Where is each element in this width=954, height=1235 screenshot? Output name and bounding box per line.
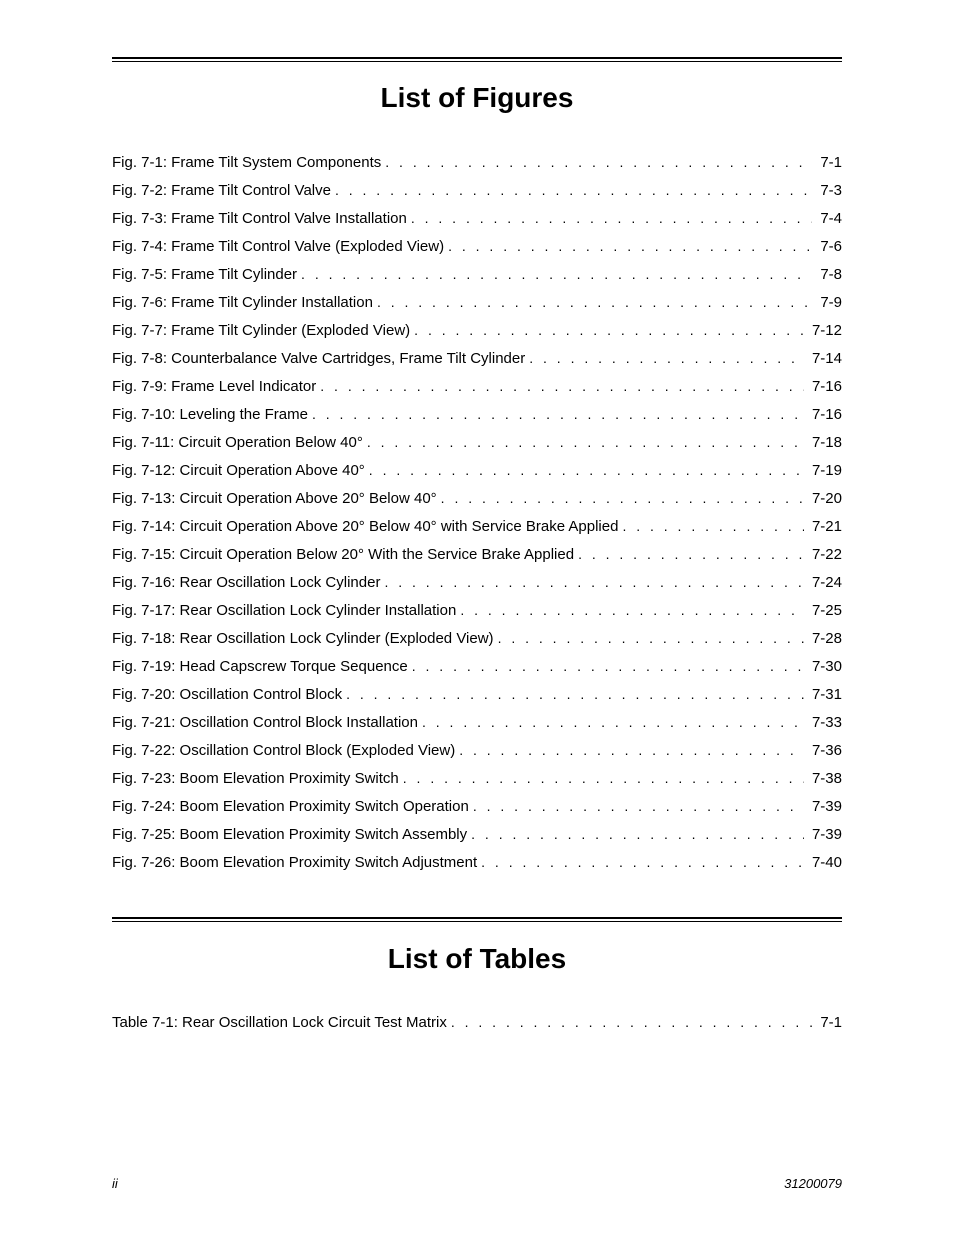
toc-entry-label: Table 7-1: Rear Oscillation Lock Circuit Test Matrix — [112, 1014, 447, 1031]
toc-entry-label: Fig. 7-4: Frame Tilt Control Valve (Exploded View) — [112, 238, 445, 255]
toc-entry-label: Fig. 7-22: Oscillation Control Block (Exploded View) — [112, 742, 456, 759]
toc-entry[interactable] — [112, 400, 842, 428]
toc-entry-label: Fig. 7-20: Oscillation Control Block — [112, 686, 343, 703]
toc-entry[interactable] — [112, 512, 842, 540]
toc-entry-label: Fig. 7-2: Frame Tilt Control Valve — [112, 182, 331, 199]
toc-dot-leader — [384, 568, 804, 596]
toc-entry-page: 7-28 — [811, 630, 842, 647]
toc-entry-page: 7-16 — [811, 378, 842, 395]
toc-dot-leader — [320, 372, 804, 400]
toc-entry[interactable] — [112, 316, 842, 344]
toc-dot-leader — [578, 540, 804, 568]
tables-heading: List of Tables — [387, 943, 567, 974]
toc-entry-label: Fig. 7-1: Frame Tilt System Components — [112, 154, 382, 171]
toc-entry-page: 7-39 — [811, 798, 842, 815]
toc-entry-label: Fig. 7-26: Boom Elevation Proximity Switch Adjustment — [112, 854, 478, 871]
toc-dot-leader — [441, 484, 804, 512]
toc-entry[interactable] — [112, 288, 842, 316]
toc-dot-leader — [411, 204, 812, 232]
toc-entry[interactable] — [112, 1008, 842, 1036]
toc-entry[interactable] — [112, 372, 842, 400]
footer-page-number: ii — [112, 1176, 118, 1191]
toc-entry-label: Fig. 7-16: Rear Oscillation Lock Cylinder — [112, 574, 381, 591]
toc-entry-label: Fig. 7-21: Oscillation Control Block Installation — [112, 714, 418, 731]
toc-entry-page: 7-24 — [811, 574, 842, 591]
toc-entry[interactable] — [112, 652, 842, 680]
toc-entry-page: 7-14 — [811, 350, 842, 367]
footer-doc-number: 31200079 — [784, 1176, 842, 1191]
toc-entry-label: Fig. 7-5: Frame Tilt Cylinder — [112, 266, 298, 283]
toc-entry[interactable] — [112, 204, 842, 232]
toc-entry[interactable] — [112, 792, 842, 820]
toc-entry[interactable] — [112, 708, 842, 736]
toc-entry[interactable] — [112, 260, 842, 288]
tables-rule — [112, 917, 842, 922]
toc-dot-leader — [529, 344, 804, 372]
toc-entry-page: 7-1 — [820, 1014, 842, 1031]
toc-entry-label: Fig. 7-15: Circuit Operation Below 20° With the Service Brake Applied — [112, 546, 575, 563]
toc-dot-leader — [448, 232, 812, 260]
toc-dot-leader — [498, 624, 804, 652]
toc-entry-label: Fig. 7-10: Leveling the Frame — [112, 406, 308, 423]
toc-entry-label: Fig. 7-7: Frame Tilt Cylinder (Exploded View) — [112, 322, 411, 339]
toc-entry[interactable] — [112, 680, 842, 708]
toc-entry[interactable] — [112, 764, 842, 792]
toc-entry-page: 7-4 — [820, 210, 842, 227]
toc-entry[interactable] — [112, 344, 842, 372]
toc-dot-leader — [367, 428, 804, 456]
toc-entry-label: Fig. 7-18: Rear Oscillation Lock Cylinder (Exploded View) — [112, 630, 494, 647]
toc-entry-page: 7-9 — [820, 294, 842, 311]
toc-entry-label: Fig. 7-8: Counterbalance Valve Cartridges, Frame Tilt Cylinder — [112, 350, 526, 367]
toc-dot-leader — [460, 596, 804, 624]
toc-entry-page: 7-31 — [811, 686, 842, 703]
toc-entry[interactable] — [112, 736, 842, 764]
toc-entry-page: 7-6 — [820, 238, 842, 255]
toc-entry-page: 7-8 — [820, 266, 842, 283]
toc-entry-page: 7-25 — [811, 602, 842, 619]
toc-entry-page: 7-22 — [811, 546, 842, 563]
toc-dot-leader — [459, 736, 804, 764]
toc-dot-leader — [481, 848, 804, 876]
toc-entry-page: 7-18 — [811, 434, 842, 451]
figures-list — [112, 148, 842, 876]
toc-entry-page: 7-30 — [811, 658, 842, 675]
toc-entry[interactable] — [112, 232, 842, 260]
toc-entry-page: 7-39 — [811, 826, 842, 843]
toc-entry-label: Fig. 7-14: Circuit Operation Above 20° Below 40° with Service Brake Applied — [112, 518, 619, 535]
toc-entry[interactable] — [112, 428, 842, 456]
toc-entry-label: Fig. 7-9: Frame Level Indicator — [112, 378, 317, 395]
toc-dot-leader — [301, 260, 812, 288]
toc-entry-label: Fig. 7-13: Circuit Operation Above 20° Below 40° — [112, 490, 437, 507]
toc-entry-label: Fig. 7-6: Frame Tilt Cylinder Installation — [112, 294, 373, 311]
toc-entry-page: 7-1 — [820, 154, 842, 171]
toc-entry-label: Fig. 7-12: Circuit Operation Above 40° — [112, 462, 365, 479]
toc-entry-page: 7-20 — [811, 490, 842, 507]
toc-entry[interactable] — [112, 484, 842, 512]
tables-list — [112, 1008, 842, 1036]
toc-entry[interactable] — [112, 820, 842, 848]
figures-heading: List of Figures — [380, 82, 574, 113]
toc-entry-page: 7-16 — [811, 406, 842, 423]
toc-entry-page: 7-19 — [811, 462, 842, 479]
toc-entry[interactable] — [112, 568, 842, 596]
toc-dot-leader — [403, 764, 804, 792]
toc-entry-label: Fig. 7-17: Rear Oscillation Lock Cylinder Installation — [112, 602, 457, 619]
toc-entry[interactable] — [112, 176, 842, 204]
toc-entry[interactable] — [112, 624, 842, 652]
toc-dot-leader — [451, 1008, 812, 1036]
toc-dot-leader — [473, 792, 804, 820]
toc-entry-page: 7-33 — [811, 714, 842, 731]
toc-entry[interactable] — [112, 540, 842, 568]
toc-dot-leader — [385, 148, 812, 176]
toc-dot-leader — [377, 288, 812, 316]
toc-dot-leader — [369, 456, 804, 484]
toc-entry[interactable] — [112, 148, 842, 176]
toc-dot-leader — [412, 652, 804, 680]
toc-entry-label: Fig. 7-23: Boom Elevation Proximity Switch — [112, 770, 399, 787]
toc-dot-leader — [622, 512, 804, 540]
toc-entry-label: Fig. 7-11: Circuit Operation Below 40° — [112, 434, 363, 451]
toc-entry-label: Fig. 7-24: Boom Elevation Proximity Switch Operation — [112, 798, 469, 815]
toc-entry-page: 7-40 — [811, 854, 842, 871]
toc-entry-label: Fig. 7-25: Boom Elevation Proximity Switch Assembly — [112, 826, 468, 843]
toc-entry-page: 7-36 — [811, 742, 842, 759]
toc-entry-page: 7-12 — [811, 322, 842, 339]
toc-entry[interactable] — [112, 456, 842, 484]
toc-dot-leader — [422, 708, 804, 736]
toc-dot-leader — [471, 820, 804, 848]
toc-dot-leader — [335, 176, 812, 204]
toc-entry-page: 7-3 — [820, 182, 842, 199]
toc-entry-page: 7-21 — [811, 518, 842, 535]
toc-dot-leader — [346, 680, 804, 708]
toc-dot-leader — [312, 400, 804, 428]
toc-entry-label: Fig. 7-3: Frame Tilt Control Valve Installation — [112, 210, 407, 227]
toc-entry[interactable] — [112, 596, 842, 624]
toc-entry-label: Fig. 7-19: Head Capscrew Torque Sequence — [112, 658, 408, 675]
toc-entry[interactable] — [112, 848, 842, 876]
top-rule — [112, 57, 842, 62]
toc-dot-leader — [414, 316, 804, 344]
toc-entry-page: 7-38 — [811, 770, 842, 787]
